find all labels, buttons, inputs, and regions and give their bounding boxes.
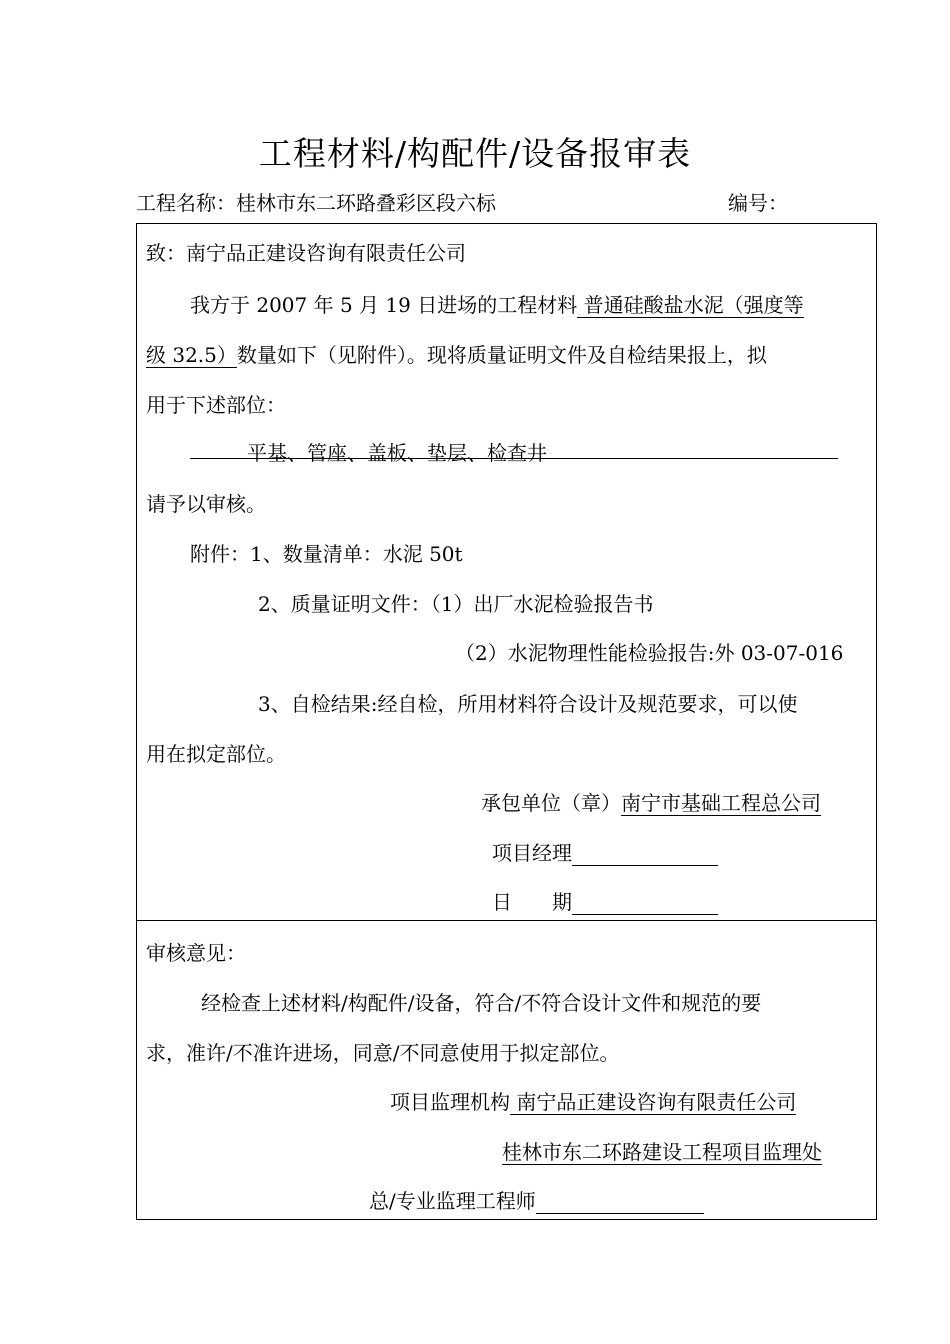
date-label: 日 期 bbox=[492, 890, 572, 914]
project-name-row bbox=[136, 187, 496, 216]
date-blank bbox=[572, 892, 718, 915]
supervising-engineer-label: 总/专业监理工程师 bbox=[369, 1189, 536, 1213]
supervision-office-name: 桂林市东二环路建设工程项目监理处 bbox=[502, 1140, 822, 1164]
project-manager-row bbox=[492, 837, 718, 866]
addressee-line: 致：南宁品正建设咨询有限责任公司 bbox=[146, 241, 466, 265]
contractor-row bbox=[481, 787, 821, 816]
supervision-org-row bbox=[390, 1086, 796, 1115]
attachment-self-check-1: 3、自检结果:经自检，所用材料符合设计及规范要求，可以使 bbox=[258, 692, 798, 716]
review-heading: 审核意见： bbox=[146, 941, 246, 965]
supervision-office-row bbox=[502, 1136, 822, 1165]
contractor-label: 承包单位（章） bbox=[481, 791, 621, 815]
section-divider bbox=[136, 920, 877, 921]
arrival-statement: 我方于 2007 年 5 月 19 日进场的工程材料 bbox=[190, 293, 578, 317]
application-line-3: 用于下述部位： bbox=[146, 393, 286, 417]
project-manager-signature-blank bbox=[572, 843, 718, 866]
attachment-self-check-2: 用在拟定部位。 bbox=[146, 742, 286, 766]
request-line: 请予以审核。 bbox=[146, 492, 266, 516]
application-line-2 bbox=[146, 339, 767, 368]
supervising-engineer-signature-blank bbox=[536, 1191, 704, 1214]
date-row bbox=[492, 886, 718, 915]
attachment-test-report: （2）水泥物理性能检验报告:外 03-07-016 bbox=[455, 641, 844, 665]
material-name-part1: 普通硅酸盐水泥（强度等 bbox=[577, 293, 804, 317]
supervision-org-name: 南宁品正建设咨询有限责任公司 bbox=[510, 1090, 797, 1114]
quantity-statement: 数量如下（见附件）。现将质量证明文件及自检结果报上，拟 bbox=[236, 343, 767, 367]
attachment-quantity-list: 附件：1、数量清单：水泥 50t bbox=[190, 542, 463, 566]
project-name-label: 工程名称： bbox=[136, 191, 236, 215]
form-title: 工程材料/构配件/设备报审表 bbox=[258, 134, 692, 173]
supervision-org-label: 项目监理机构 bbox=[390, 1090, 510, 1114]
form-table bbox=[136, 223, 877, 1220]
review-opinion-line-2: 求，准许/不准许进场，同意/不同意使用于拟定部位。 bbox=[146, 1041, 620, 1065]
contractor-name: 南宁市基础工程总公司 bbox=[621, 791, 821, 815]
application-line-1 bbox=[190, 289, 804, 318]
usage-location: 平基、管座、盖板、垫层、检查井 bbox=[247, 441, 547, 465]
material-name-part2: 级 32.5） bbox=[146, 343, 237, 367]
supervising-engineer-row bbox=[369, 1185, 704, 1214]
review-opinion-line-1: 经检查上述材料/构配件/设备，符合/不符合设计文件和规范的要 bbox=[201, 991, 762, 1015]
form-number-label: 编号： bbox=[728, 191, 788, 215]
project-name-value: 桂林市东二环路叠彩区段六标 bbox=[236, 191, 496, 215]
project-manager-label: 项目经理 bbox=[492, 841, 572, 865]
attachment-quality-docs: 2、质量证明文件：（1）出厂水泥检验报告书 bbox=[258, 592, 654, 616]
